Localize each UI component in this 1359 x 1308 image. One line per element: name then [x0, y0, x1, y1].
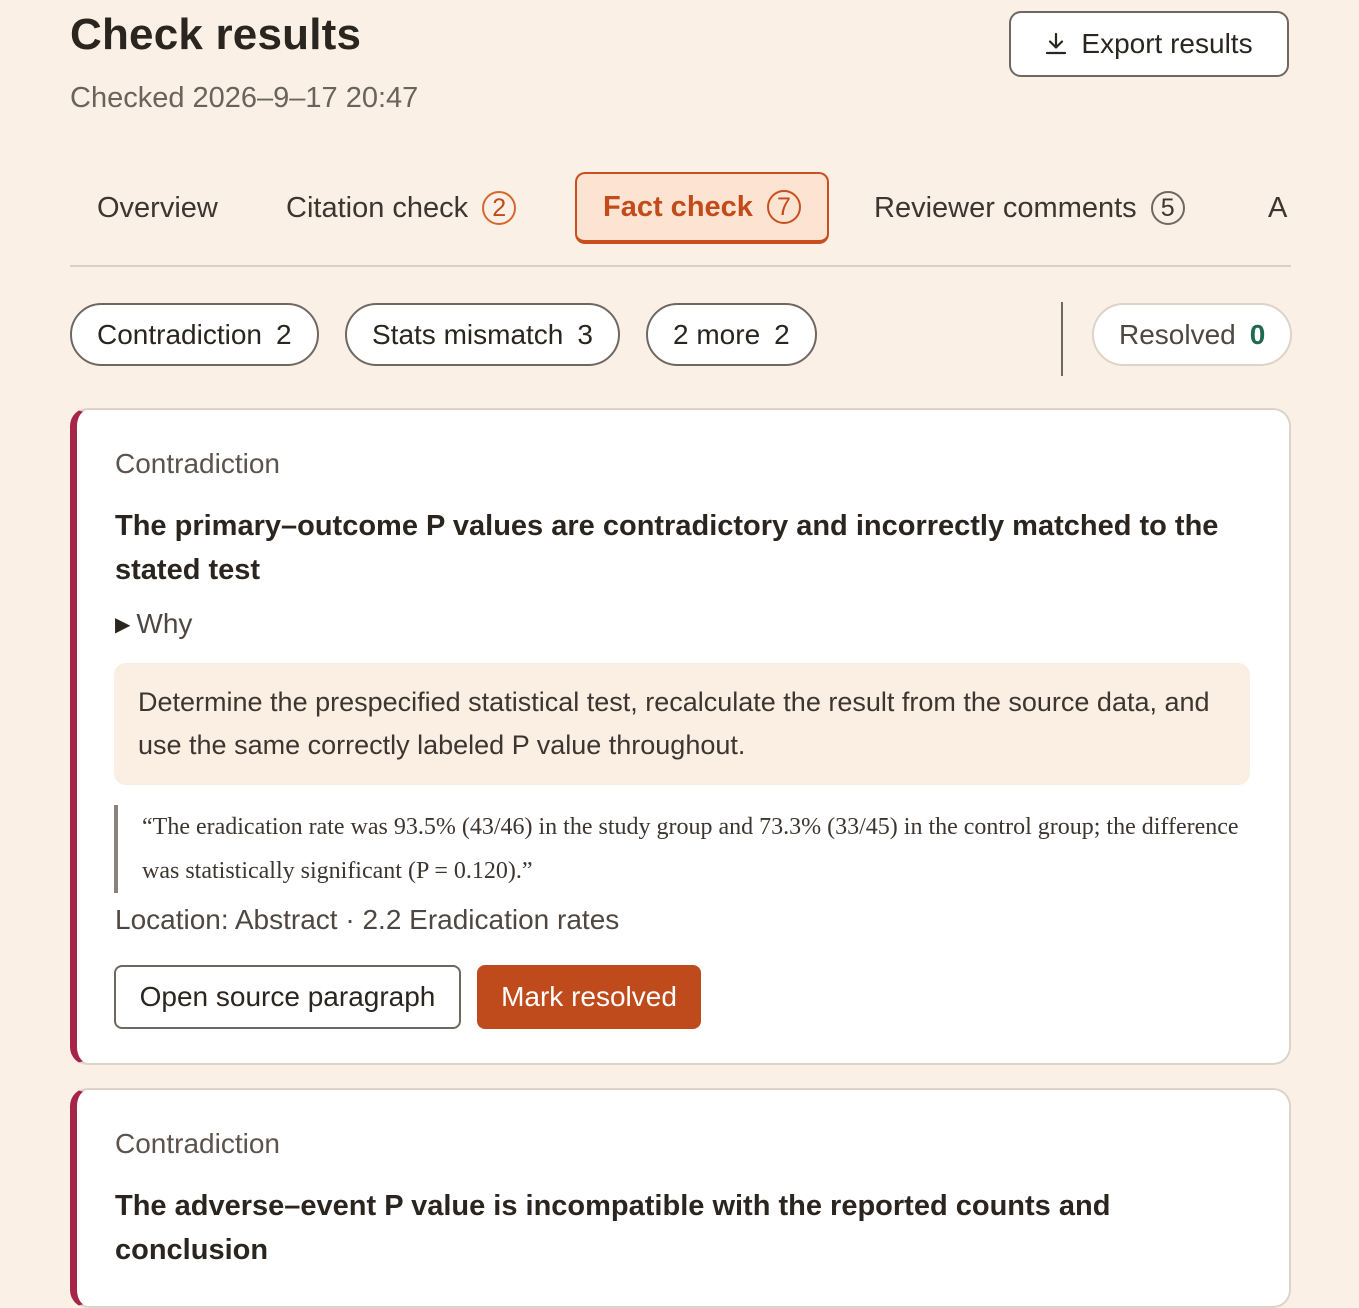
issue-title: The primary–outcome P values are contradictory and incorrectly matched to the stated test: [115, 510, 1219, 586]
expand-triangle-icon: ▶: [115, 613, 131, 636]
issue-category: Contradiction: [115, 1128, 280, 1159]
issue-location: Location: Abstract · 2.2 Eradication rates: [115, 904, 620, 935]
chip-label: Contradiction: [97, 318, 262, 350]
tab-overview[interactable]: [97, 172, 218, 244]
tab-truncated[interactable]: [1268, 172, 1287, 244]
why-label: Why: [136, 608, 193, 639]
filter-chip-resolved[interactable]: [1092, 303, 1292, 366]
issue-category: Contradiction: [115, 448, 280, 479]
download-icon: [1045, 32, 1067, 56]
tab-count-badge: 5: [1151, 191, 1185, 225]
filter-divider: [1061, 302, 1063, 376]
tab-fact-check[interactable]: [575, 172, 829, 244]
tab-citation-check[interactable]: [286, 172, 516, 244]
chip-count: 2: [275, 318, 292, 350]
export-results-button[interactable]: [1009, 11, 1289, 77]
mark-resolved-button[interactable]: Mark resolved: [477, 965, 701, 1029]
checked-timestamp: Checked 2026–9–17 20:47: [70, 82, 419, 114]
tab-label: Fact check: [603, 190, 753, 223]
export-results-label: Export results: [1081, 28, 1253, 59]
filter-chip-stats-mismatch[interactable]: [345, 303, 620, 366]
tab-label: Reviewer comments: [874, 191, 1137, 224]
chip-label: 2 more: [673, 318, 761, 350]
issue-card: [70, 408, 1291, 1065]
chip-label: Stats mismatch: [372, 318, 564, 350]
issue-card: [70, 1088, 1291, 1308]
chip-count: 2: [774, 318, 790, 350]
chip-count: 0: [1249, 318, 1266, 350]
open-source-paragraph-button[interactable]: Open source paragraph: [114, 965, 461, 1029]
filter-chip-more[interactable]: [646, 303, 817, 366]
why-explanation: Determine the prespecified statistical test, recalculate the result from the source data, and use the same correctly labeled P value throughout.: [114, 663, 1250, 785]
tab-label: A: [1268, 191, 1288, 224]
tab-count-badge: 7: [767, 190, 801, 224]
chip-label: Resolved: [1119, 318, 1236, 350]
filter-chip-contradiction[interactable]: [70, 303, 319, 366]
why-toggle[interactable]: [115, 608, 192, 640]
tab-label: Citation check: [286, 191, 469, 224]
tab-count-badge: 2: [482, 191, 516, 225]
tab-reviewer-comments[interactable]: [874, 172, 1185, 244]
source-quote: “The eradication rate was 93.5% (43/46) in the study group and 73.3% (33/45) in the control group; the difference was statistically significant (P = 0.120).”: [114, 805, 1254, 893]
page-title: Check results: [70, 10, 362, 59]
tab-label: Overview: [97, 191, 218, 224]
tab-bar: [70, 172, 1291, 267]
issue-title: The adverse–event P value is incompatible with the reported counts and conclusion: [115, 1190, 1111, 1266]
chip-count: 3: [577, 318, 593, 350]
